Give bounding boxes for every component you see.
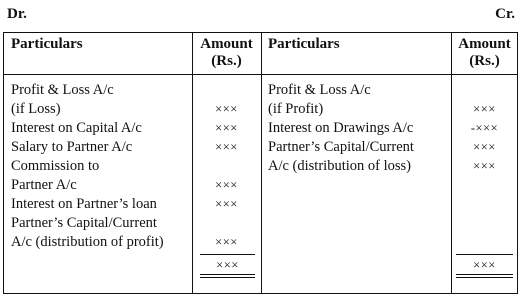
column-divider bbox=[261, 33, 262, 293]
amount-header-unit: (Rs.) bbox=[211, 53, 242, 69]
dr-label: Dr. bbox=[7, 6, 27, 22]
credit-row-amount bbox=[451, 81, 518, 100]
debit-row-amount bbox=[192, 157, 261, 176]
amount-header-label: Amount bbox=[200, 36, 253, 52]
debit-row-amount: ××× bbox=[215, 140, 238, 154]
credit-amount-list bbox=[451, 81, 518, 176]
debit-total: ××× bbox=[200, 254, 255, 278]
debit-row-amount: ××× bbox=[215, 197, 238, 211]
credit-row-amount: -××× bbox=[470, 121, 499, 135]
credit-row-text: A/c (distribution of loss) bbox=[268, 158, 411, 174]
header-divider bbox=[4, 74, 517, 75]
credit-row-text: (if Profit) bbox=[268, 101, 324, 117]
debit-row-amount: ××× bbox=[215, 235, 238, 249]
debit-row-amount bbox=[192, 214, 261, 233]
debit-row-amount bbox=[192, 81, 261, 100]
credit-row-text: Interest on Drawings A/c bbox=[268, 120, 414, 136]
ledger-table bbox=[3, 32, 518, 294]
debit-row-amount: ××× bbox=[215, 178, 238, 192]
credit-row-text: Partner’s Capital/Current bbox=[268, 139, 414, 155]
debit-row-text: A/c (distribution of profit) bbox=[11, 234, 164, 250]
credit-row-amount: ××× bbox=[473, 140, 496, 154]
debit-row-text: Interest on Partner’s loan bbox=[11, 196, 157, 212]
debit-particulars-header: Particulars bbox=[11, 36, 83, 52]
debit-amount-header bbox=[192, 36, 261, 70]
debit-row-text: Partner A/c bbox=[11, 177, 77, 193]
cr-label: Cr. bbox=[495, 6, 515, 22]
debit-row-text: Salary to Partner A/c bbox=[11, 139, 133, 155]
credit-amount-header bbox=[451, 36, 518, 70]
debit-particulars-list bbox=[11, 81, 164, 252]
amount-header-label: Amount bbox=[458, 36, 511, 52]
debit-row-amount: ××× bbox=[215, 102, 238, 116]
debit-row-text: Profit & Loss A/c bbox=[11, 82, 114, 98]
credit-particulars-list bbox=[268, 81, 414, 176]
debit-row-text: (if Loss) bbox=[11, 101, 61, 117]
amount-header-unit: (Rs.) bbox=[469, 53, 500, 69]
credit-row-amount: ××× bbox=[473, 159, 496, 173]
debit-row-text: Partner’s Capital/Current bbox=[11, 215, 157, 231]
credit-total: ××× bbox=[456, 254, 513, 278]
debit-row-amount: ××× bbox=[215, 121, 238, 135]
debit-row-text: Interest on Capital A/c bbox=[11, 120, 142, 136]
debit-amount-list bbox=[192, 81, 261, 252]
credit-row-text: Profit & Loss A/c bbox=[268, 82, 371, 98]
debit-row-text: Commission to bbox=[11, 158, 100, 174]
credit-row-amount: ××× bbox=[473, 102, 496, 116]
credit-particulars-header: Particulars bbox=[268, 36, 340, 52]
